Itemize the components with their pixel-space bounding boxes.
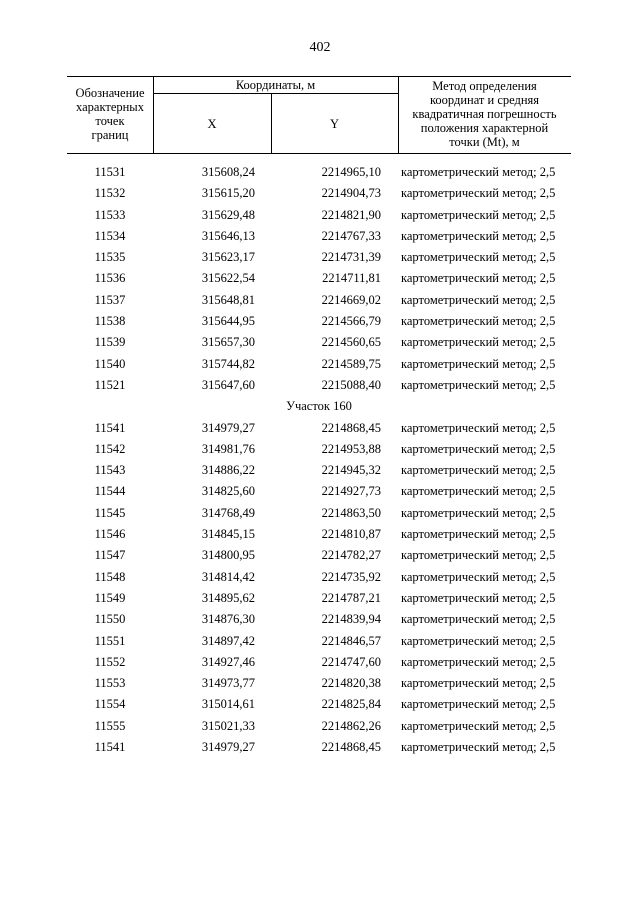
header-text: границ bbox=[91, 128, 129, 142]
y-cell: 2214945,32 bbox=[321, 463, 381, 478]
method-cell: картометрический метод; 2,5 bbox=[401, 676, 556, 691]
y-cell: 2214747,60 bbox=[321, 654, 381, 669]
table-row bbox=[67, 162, 571, 183]
y-cell: 2215088,40 bbox=[321, 377, 381, 392]
table-row bbox=[67, 481, 571, 502]
method-cell: картометрический метод; 2,5 bbox=[401, 335, 556, 350]
method-cell: картометрический метод; 2,5 bbox=[401, 314, 556, 329]
method-cell: картометрический метод; 2,5 bbox=[401, 377, 556, 392]
y-cell: 2214868,45 bbox=[321, 740, 381, 755]
point-cell: 11542 bbox=[94, 441, 126, 456]
table-row bbox=[67, 694, 571, 715]
method-cell: картометрический метод; 2,5 bbox=[401, 228, 556, 243]
table-row bbox=[67, 503, 571, 524]
method-cell: картометрический метод; 2,5 bbox=[401, 718, 556, 733]
y-cell: 2214965,10 bbox=[321, 165, 381, 179]
point-cell: 11536 bbox=[94, 271, 126, 286]
method-cell: картометрический метод; 2,5 bbox=[401, 505, 556, 520]
table-row bbox=[67, 673, 571, 694]
x-cell: 314768,49 bbox=[201, 505, 255, 520]
point-cell: 11537 bbox=[94, 292, 126, 307]
header-text: характерных bbox=[76, 100, 144, 114]
y-cell: 2214735,92 bbox=[321, 569, 381, 584]
y-cell: 2214589,75 bbox=[321, 356, 381, 371]
x-cell: 315648,81 bbox=[201, 292, 255, 307]
header-method bbox=[398, 79, 571, 149]
method-cell: картометрический метод; 2,5 bbox=[401, 654, 556, 669]
x-cell: 315646,13 bbox=[201, 228, 255, 243]
x-cell: 315629,48 bbox=[201, 207, 255, 222]
method-cell: картометрический метод; 2,5 bbox=[401, 590, 556, 605]
table-row bbox=[67, 247, 571, 268]
header-coordinates: Координаты, м bbox=[235, 78, 316, 92]
x-cell: 315021,33 bbox=[201, 718, 255, 733]
x-cell: 314800,95 bbox=[201, 548, 255, 563]
table-row bbox=[67, 205, 571, 226]
x-cell: 315608,24 bbox=[201, 165, 255, 179]
table-row bbox=[67, 354, 571, 375]
x-cell: 314979,27 bbox=[201, 420, 255, 435]
header-text: положения характерной bbox=[420, 121, 549, 135]
y-cell: 2214927,73 bbox=[321, 484, 381, 499]
method-cell: картометрический метод; 2,5 bbox=[401, 420, 556, 435]
table-header bbox=[67, 76, 571, 154]
point-cell: 11521 bbox=[94, 377, 126, 392]
header-text: точки (Mt), м bbox=[449, 135, 520, 149]
x-cell: 315657,30 bbox=[201, 335, 255, 350]
method-cell: картометрический метод; 2,5 bbox=[401, 165, 556, 179]
table-row bbox=[67, 183, 571, 204]
point-cell: 11533 bbox=[94, 207, 126, 222]
header-text: квадратичная погрешность bbox=[412, 107, 557, 121]
y-cell: 2214820,38 bbox=[321, 676, 381, 691]
point-cell: 11544 bbox=[94, 484, 126, 499]
point-cell: 11555 bbox=[94, 718, 126, 733]
point-cell: 11539 bbox=[94, 335, 126, 350]
table-row bbox=[67, 652, 571, 673]
y-cell: 2214862,26 bbox=[321, 718, 381, 733]
method-cell: картометрический метод; 2,5 bbox=[401, 207, 556, 222]
x-cell: 315647,60 bbox=[201, 377, 255, 392]
x-cell: 314825,60 bbox=[201, 484, 255, 499]
point-cell: 11550 bbox=[94, 612, 126, 627]
header-divider bbox=[153, 93, 398, 94]
table-row bbox=[67, 524, 571, 545]
table-row bbox=[67, 375, 571, 396]
point-cell: 11553 bbox=[94, 676, 126, 691]
x-cell: 314973,77 bbox=[201, 676, 255, 691]
x-cell: 315622,54 bbox=[201, 271, 255, 286]
method-cell: картометрический метод; 2,5 bbox=[401, 356, 556, 371]
x-cell: 315615,20 bbox=[201, 186, 255, 201]
table-row bbox=[67, 545, 571, 566]
point-cell: 11540 bbox=[94, 356, 126, 371]
point-cell: 11545 bbox=[94, 505, 126, 520]
table-row bbox=[67, 460, 571, 481]
point-cell: 11541 bbox=[94, 420, 126, 435]
method-cell: картометрический метод; 2,5 bbox=[401, 527, 556, 542]
y-cell: 2214904,73 bbox=[321, 186, 381, 201]
method-cell: картометрический метод; 2,5 bbox=[401, 292, 556, 307]
y-cell: 2214566,79 bbox=[321, 314, 381, 329]
x-cell: 314845,15 bbox=[201, 527, 255, 542]
table-row bbox=[67, 609, 571, 630]
point-cell: 11534 bbox=[94, 228, 126, 243]
y-cell: 2214953,88 bbox=[321, 441, 381, 456]
method-cell: картометрический метод; 2,5 bbox=[401, 186, 556, 201]
x-cell: 315623,17 bbox=[201, 250, 255, 265]
point-cell: 11551 bbox=[94, 633, 126, 648]
point-cell: 11538 bbox=[94, 314, 126, 329]
x-cell: 315014,61 bbox=[201, 697, 255, 712]
point-cell: 11532 bbox=[94, 186, 126, 201]
point-cell: 11543 bbox=[94, 463, 126, 478]
method-cell: картометрический метод; 2,5 bbox=[401, 441, 556, 456]
table-row bbox=[67, 290, 571, 311]
point-cell: 11554 bbox=[94, 697, 126, 712]
header-text: Обозначение bbox=[75, 86, 145, 100]
method-cell: картометрический метод; 2,5 bbox=[401, 463, 556, 478]
header-text: точек bbox=[95, 114, 125, 128]
y-cell: 2214767,33 bbox=[321, 228, 381, 243]
method-cell: картометрический метод; 2,5 bbox=[401, 548, 556, 563]
table-row bbox=[67, 737, 571, 758]
header-text: координат и средняя bbox=[429, 93, 540, 107]
point-cell: 11547 bbox=[94, 548, 126, 563]
y-cell: 2214810,87 bbox=[321, 527, 381, 542]
x-cell: 314876,30 bbox=[201, 612, 255, 627]
table-row bbox=[67, 716, 571, 737]
x-cell: 314814,42 bbox=[201, 569, 255, 584]
point-cell: 11546 bbox=[94, 527, 126, 542]
y-cell: 2214868,45 bbox=[321, 420, 381, 435]
y-cell: 2214560,65 bbox=[321, 335, 381, 350]
page-number: 402 bbox=[309, 40, 331, 55]
x-cell: 314981,76 bbox=[201, 441, 255, 456]
header-point-designation bbox=[67, 86, 153, 142]
table-row bbox=[67, 631, 571, 652]
section-label: Участок 160 bbox=[286, 399, 352, 414]
y-cell: 2214839,94 bbox=[321, 612, 381, 627]
method-cell: картометрический метод; 2,5 bbox=[401, 569, 556, 584]
point-cell: 11552 bbox=[94, 654, 126, 669]
x-cell: 315644,95 bbox=[201, 314, 255, 329]
x-cell: 314886,22 bbox=[201, 463, 255, 478]
table-row bbox=[67, 268, 571, 289]
x-cell: 314979,27 bbox=[201, 740, 255, 755]
table-row bbox=[67, 311, 571, 332]
point-cell: 11548 bbox=[94, 569, 126, 584]
method-cell: картометрический метод; 2,5 bbox=[401, 740, 556, 755]
y-cell: 2214711,81 bbox=[322, 271, 381, 286]
method-cell: картометрический метод; 2,5 bbox=[401, 484, 556, 499]
x-cell: 314897,42 bbox=[201, 633, 255, 648]
table-row bbox=[67, 588, 571, 609]
y-cell: 2214669,02 bbox=[321, 292, 381, 307]
method-cell: картометрический метод; 2,5 bbox=[401, 250, 556, 265]
method-cell: картометрический метод; 2,5 bbox=[401, 697, 556, 712]
header-text: Метод определения bbox=[432, 79, 537, 93]
x-cell: 314895,62 bbox=[201, 590, 255, 605]
point-cell: 11535 bbox=[94, 250, 126, 265]
y-cell: 2214863,50 bbox=[321, 505, 381, 520]
method-cell: картометрический метод; 2,5 bbox=[401, 633, 556, 648]
table-row bbox=[67, 567, 571, 588]
table-row bbox=[67, 332, 571, 353]
table-body bbox=[67, 162, 571, 758]
y-cell: 2214787,21 bbox=[321, 590, 381, 605]
table-row bbox=[67, 439, 571, 460]
point-cell: 11541 bbox=[94, 740, 126, 755]
table-row bbox=[67, 226, 571, 247]
header-y: Y bbox=[329, 117, 340, 131]
method-cell: картометрический метод; 2,5 bbox=[401, 612, 556, 627]
y-cell: 2214846,57 bbox=[321, 633, 381, 648]
y-cell: 2214825,84 bbox=[321, 697, 381, 712]
y-cell: 2214821,90 bbox=[321, 207, 381, 222]
table-row bbox=[67, 418, 571, 439]
header-x: X bbox=[207, 117, 217, 131]
x-cell: 315744,82 bbox=[201, 356, 255, 371]
y-cell: 2214731,39 bbox=[321, 250, 381, 265]
method-cell: картометрический метод; 2,5 bbox=[401, 271, 556, 286]
point-cell: 11531 bbox=[94, 165, 126, 179]
x-cell: 314927,46 bbox=[201, 654, 255, 669]
point-cell: 11549 bbox=[94, 590, 126, 605]
y-cell: 2214782,27 bbox=[321, 548, 381, 563]
